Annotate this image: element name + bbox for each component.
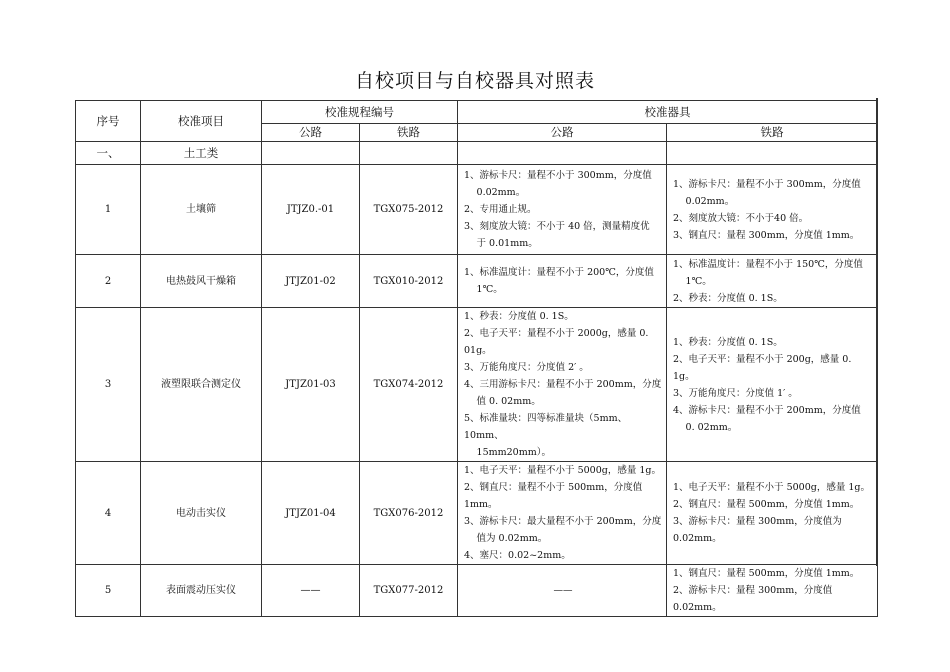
header-procedure: 校准规程编号 — [262, 101, 458, 124]
header-seq: 序号 — [76, 101, 141, 142]
row-railway-code: TGX075-2012 — [360, 165, 458, 255]
tool-line: 4、三用游标卡尺：量程不小于 200mm，分度 — [464, 379, 662, 390]
table-row — [76, 308, 878, 462]
row-highway-code: JTJZ01-04 — [262, 462, 360, 565]
row-item: 电热鼓风干燥箱 — [141, 255, 262, 308]
tool-line: 2、电子天平：量程不小于 2000g，感量 0. 01g。 — [464, 328, 649, 356]
table-row — [76, 255, 878, 308]
tool-line: 5、标准量块：四等标准量块（5mm、10mm、 — [464, 413, 628, 441]
row-highway-tools — [458, 165, 667, 255]
row-item: 电动击实仪 — [141, 462, 262, 565]
tool-line: 于 0.01mm。 — [464, 238, 538, 249]
tool-line: —— — [553, 585, 573, 596]
row-highway-code: JTJZ0.-01 — [262, 165, 360, 255]
row-item: 表面震动压实仪 — [141, 565, 262, 617]
tool-line: 4、塞尺：0.02~2mm。 — [464, 550, 571, 561]
tool-line: 3、游标卡尺：最大量程不小于 200mm，分度 — [464, 516, 662, 527]
table-row — [76, 565, 878, 617]
row-seq: 2 — [76, 255, 141, 308]
tool-line: 0. 02mm。 — [673, 421, 738, 433]
tool-line: 1、秒表：分度值 0. 1S。 — [464, 311, 574, 322]
tool-line: 2、专用通止规。 — [464, 204, 537, 215]
header-instrument: 校准器具 — [458, 101, 878, 124]
comparison-table — [75, 100, 878, 617]
row-highway-code: —— — [262, 565, 360, 617]
header-procedure-highway: 公路 — [262, 124, 360, 142]
tool-line: 1、电子天平：量程不小于 5000g，感量 1g。 — [673, 482, 870, 493]
row-railway-code: TGX076-2012 — [360, 462, 458, 565]
empty-cell — [458, 142, 667, 165]
tool-line: 3、钢直尺：量程 300mm，分度值 1mm。 — [673, 229, 860, 241]
row-railway-code: TGX077-2012 — [360, 565, 458, 617]
document-title: 自校项目与自校器具对照表 — [354, 70, 595, 92]
tool-line: 2、钢直尺：量程不小于 500mm，分度值 1mm。 — [464, 482, 643, 510]
row-railway-tools — [667, 308, 878, 462]
tool-line: 1、秒表：分度值 0. 1S。 — [673, 336, 783, 348]
row-railway-code: TGX010-2012 — [360, 255, 458, 308]
tool-line: 3、万能角度尺：分度值 2′ 。 — [464, 362, 589, 373]
empty-cell — [262, 142, 360, 165]
tool-line: 1、标准温度计：量程不小于 150℃，分度值 — [673, 258, 863, 270]
tool-line: 1、钢直尺：量程 500mm，分度值 1mm。 — [673, 568, 860, 579]
category-seq: 一、 — [76, 142, 141, 165]
row-seq: 5 — [76, 565, 141, 617]
category-name: 土工类 — [141, 142, 262, 165]
tool-line: 4、游标卡尺：量程不小于 200mm，分度值 — [673, 404, 861, 416]
row-highway-tools — [458, 255, 667, 308]
tool-line: 1、电子天平：量程不小于 5000g，感量 1g。 — [464, 465, 661, 476]
tool-line: 0.02mm。 — [464, 187, 526, 198]
header-row-1 — [76, 101, 878, 124]
category-row — [76, 142, 878, 165]
row-seq: 4 — [76, 462, 141, 565]
tool-line: 3、游标卡尺：量程 300mm，分度值为 0.02mm。 — [673, 516, 842, 544]
tool-line: 2、钢直尺：量程 500mm，分度值 1mm。 — [673, 499, 860, 510]
tool-line: 1℃。 — [464, 284, 503, 295]
tool-line: 15mm20mm）。 — [464, 447, 551, 458]
empty-cell — [360, 142, 458, 165]
row-highway-code: JTJZ01-02 — [262, 255, 360, 308]
row-seq: 3 — [76, 308, 141, 462]
tool-line: 值 0. 02mm。 — [464, 396, 541, 407]
tool-line: 2、电子天平：量程不小于 200g，感量 0. 1g。 — [673, 353, 852, 382]
row-highway-tools — [458, 462, 667, 565]
row-item: 液塑限联合测定仪 — [141, 308, 262, 462]
row-railway-code: TGX074-2012 — [360, 308, 458, 462]
header-item: 校准项目 — [141, 101, 262, 142]
row-railway-tools — [667, 565, 878, 617]
row-highway-code: JTJZ01-03 — [262, 308, 360, 462]
row-highway-tools — [458, 308, 667, 462]
row-railway-tools — [667, 462, 878, 565]
tool-line: 3、刻度放大镜：不小于 40 倍，测量精度优 — [464, 221, 650, 232]
tool-line: 2、游标卡尺：量程 300mm，分度值 0.02mm。 — [673, 585, 833, 613]
table-row — [76, 165, 878, 255]
header-procedure-railway: 铁路 — [360, 124, 458, 142]
header-instrument-highway: 公路 — [458, 124, 667, 142]
tool-line: 值为 0.02mm。 — [464, 533, 548, 544]
row-seq: 1 — [76, 165, 141, 255]
row-railway-tools — [667, 165, 878, 255]
header-instrument-railway: 铁路 — [667, 124, 878, 142]
tool-line: 0.02mm。 — [673, 195, 735, 207]
row-railway-tools — [667, 255, 878, 308]
tool-line: 1、游标卡尺：量程不小于 300mm，分度值 — [673, 178, 861, 190]
table-row — [76, 462, 878, 565]
empty-cell — [667, 142, 878, 165]
tool-line: 1℃。 — [673, 275, 712, 287]
tool-line: 2、秒表：分度值 0. 1S。 — [673, 292, 783, 304]
row-item: 土壤筛 — [141, 165, 262, 255]
tool-line: 1、标准温度计：量程不小于 200℃，分度值 — [464, 267, 654, 278]
tool-line: 1、游标卡尺：量程不小于 300mm，分度值 — [464, 170, 652, 181]
tool-line: 3、万能角度尺：分度值 1′ 。 — [673, 387, 798, 399]
tool-line: 2、刻度放大镜：不小于40 倍。 — [673, 212, 809, 224]
row-highway-tools — [458, 565, 667, 617]
